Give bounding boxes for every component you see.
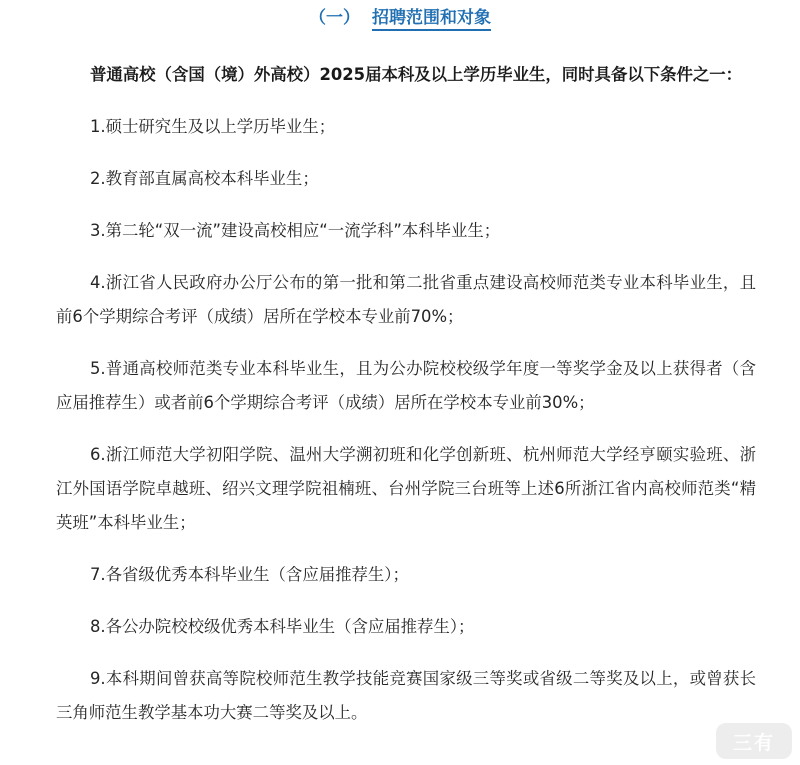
article-body [56, 58, 756, 748]
section-number: （一） [309, 8, 360, 28]
condition-item-5: 5.普通高校师范类专业本科毕业生，且为公办院校校级学年度一等奖学金及以上获得者（含应届推荐生）或者前6个学期综合考评（成绩）居所在学校本专业前30%； [56, 359, 756, 412]
condition-item-1: 1.硕士研究生及以上学历毕业生； [90, 117, 336, 136]
condition-item-3: 3.第二轮“双一流”建设高校相应“一流学科”本科毕业生； [90, 221, 501, 240]
condition-item-2: 2.教育部直属高校本科毕业生； [90, 169, 319, 188]
watermark-logo: 三有 [716, 723, 792, 759]
condition-item-7: 7.各省级优秀本科毕业生（含应届推荐生）； [90, 565, 409, 584]
section-title: 招聘范围和对象 [372, 8, 491, 31]
condition-item-9: 9.本科期间曾获高等院校师范生教学技能竞赛国家级三等奖或省级二等奖及以上，或曾获长三角师范生教学基本功大赛二等奖及以上。 [56, 669, 756, 722]
lead-paragraph: 普通高校（含国（境）外高校）2025届本科及以上学历毕业生，同时具备以下条件之一： [90, 65, 743, 84]
condition-item-8: 8.各公办院校校级优秀本科毕业生（含应届推荐生）； [90, 617, 475, 636]
condition-item-6: 6.浙江师范大学初阳学院、温州大学溯初班和化学创新班、杭州师范大学经亨颐实验班、浙江外国语学院卓越班、绍兴文理学院祖楠班、台州学院三台班等上述6所浙江省内高校师范类“精英班”本科毕业生； [56, 445, 756, 532]
section-heading [0, 6, 800, 30]
condition-item-4: 4.浙江省人民政府办公厅公布的第一批和第二批省重点建设高校师范类专业本科毕业生，且前6个学期综合考评（成绩）居所在学校本专业前70%； [56, 273, 756, 326]
